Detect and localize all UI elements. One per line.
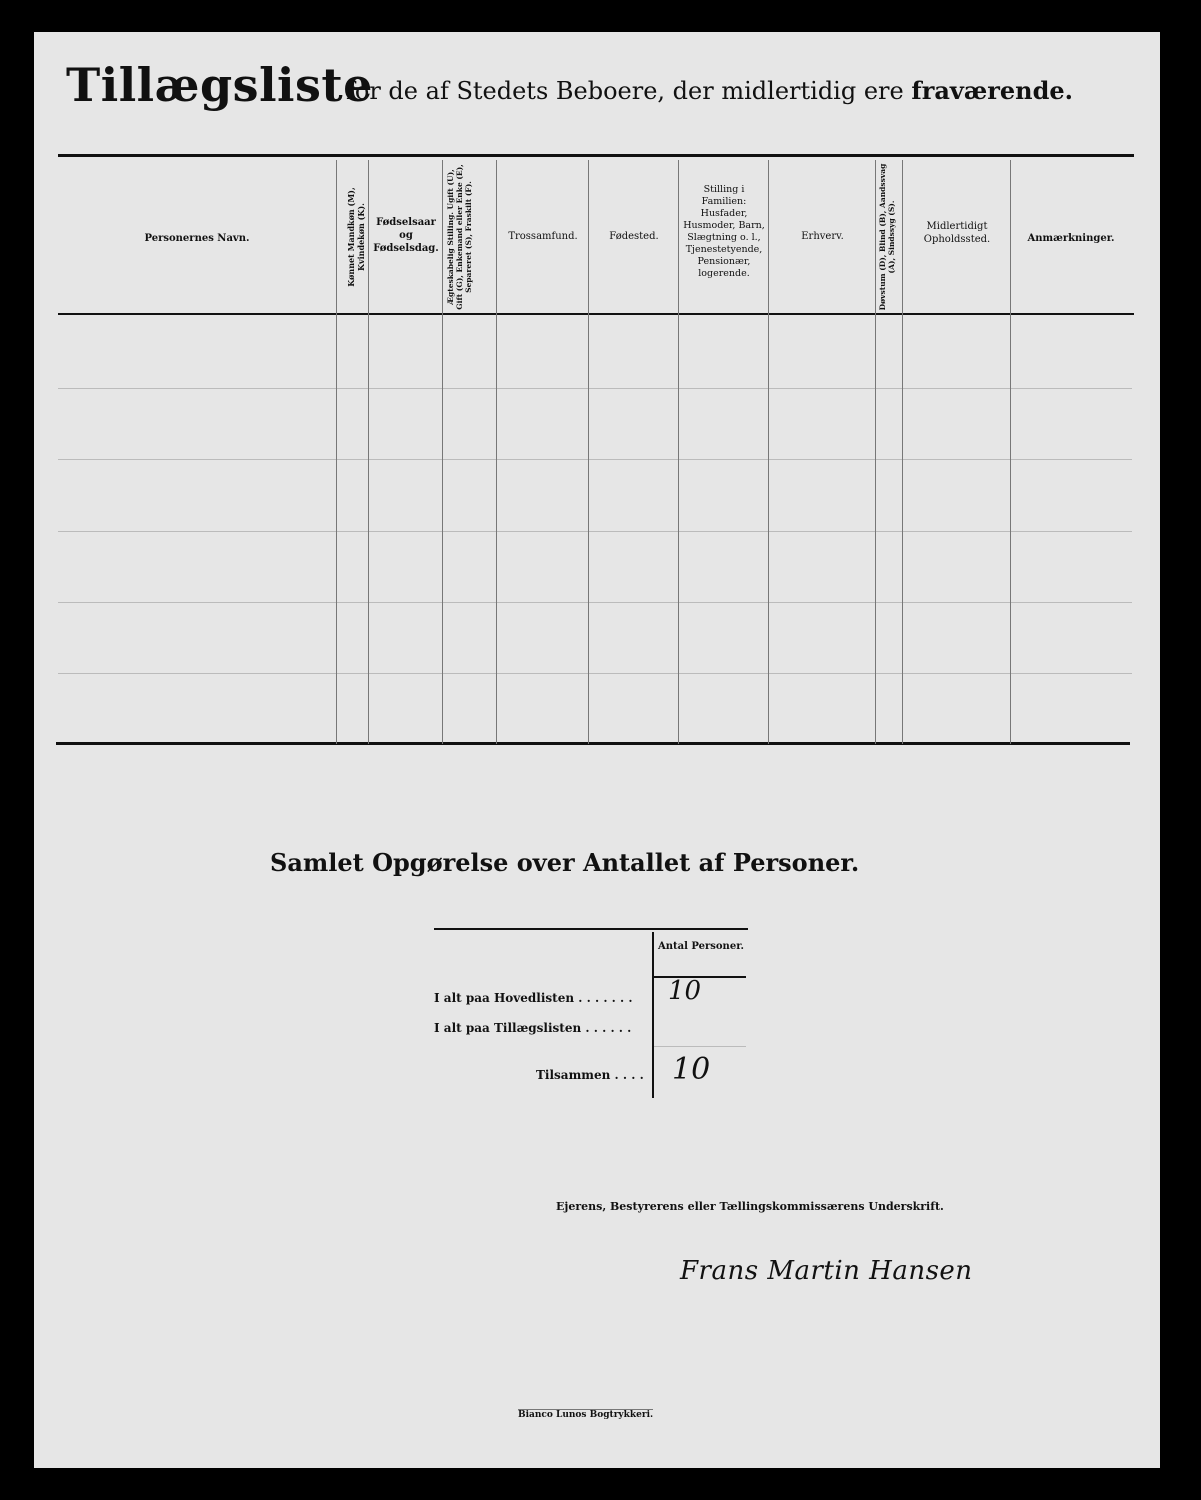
summary-row-supplement-label: I alt paa Tillægslisten . . . . . . (434, 1021, 632, 1035)
summary-row-rule (654, 1046, 746, 1047)
handwritten-signature: Frans Martin Hansen (680, 1256, 973, 1286)
census-form-page (34, 32, 1160, 1468)
summary-title: Samlet Opgørelse over Antallet af Personer. (270, 848, 860, 877)
summary-count-header: Antal Personer. (657, 941, 745, 952)
column-header-marital-status: Ægteskabelig Stilling. Ugift (U), Gift (G), Enkemand eller Enke (E), Separeret (S), Fraskilt (F). (446, 164, 473, 310)
table-row (58, 602, 1132, 603)
table-header-rule (58, 313, 1134, 315)
column-header-disability: Døvstum (D), Blind (B), Aandssvag (A), Sindssyg (S). (878, 163, 896, 311)
form-subtitle: for de af Stedets Beboere, der midlertidig ere fraværende. (346, 76, 1074, 105)
column-divider (1010, 160, 1011, 744)
table-top-rule (58, 154, 1134, 157)
table-row (58, 673, 1132, 674)
summary-row-main-list-label: I alt paa Hovedlisten . . . . . . . (434, 991, 633, 1005)
column-header-remarks: Anmærkninger. (1027, 233, 1115, 244)
column-divider (336, 160, 337, 744)
column-divider (588, 160, 589, 744)
summary-row-total-label: Tilsammen . . . . (536, 1068, 644, 1082)
form-title: Tillægsliste (66, 58, 373, 112)
table-row (58, 388, 1132, 389)
column-divider (875, 160, 876, 744)
table-row (58, 459, 1132, 460)
table-row (58, 531, 1132, 532)
summary-row-total-value: 10 (672, 1052, 711, 1087)
column-divider (678, 160, 679, 744)
column-header-occupation: Erhverv. (801, 231, 844, 242)
printer-imprint: Bianco Lunos Bogtrykkeri. (518, 1410, 654, 1420)
column-header-birth: Fødselsaar og Fødselsdag. (373, 217, 439, 254)
column-divider (496, 160, 497, 744)
column-header-family-position: Stilling i Familien: Husfader, Husmoder, Barn, Slægtning o. l., Tjenestetyende, Pensionær, logerende. (683, 184, 765, 279)
column-divider (768, 160, 769, 744)
summary-divider (652, 932, 654, 1098)
column-header-sex: Kønnet Mandkøn (M), Kvindekøn (K). (346, 187, 366, 287)
signature-label: Ejerens, Bestyrerens eller Tællingskommissærens Underskrift. (556, 1200, 944, 1213)
column-header-temporary-residence: Midlertidigt Opholdssted. (923, 221, 991, 245)
column-header-religion: Trossamfund. (508, 231, 578, 242)
column-header-name: Personernes Navn. (144, 233, 250, 244)
form-subtitle-emphasis: fraværende. (911, 76, 1074, 105)
column-divider (902, 160, 903, 744)
table-bottom-rule (56, 742, 1130, 745)
summary-row-main-list-value: 10 (668, 976, 702, 1006)
column-header-birthplace: Fødested. (609, 231, 659, 242)
summary-top-rule (434, 928, 748, 930)
column-divider (368, 160, 369, 744)
column-divider (442, 160, 443, 744)
